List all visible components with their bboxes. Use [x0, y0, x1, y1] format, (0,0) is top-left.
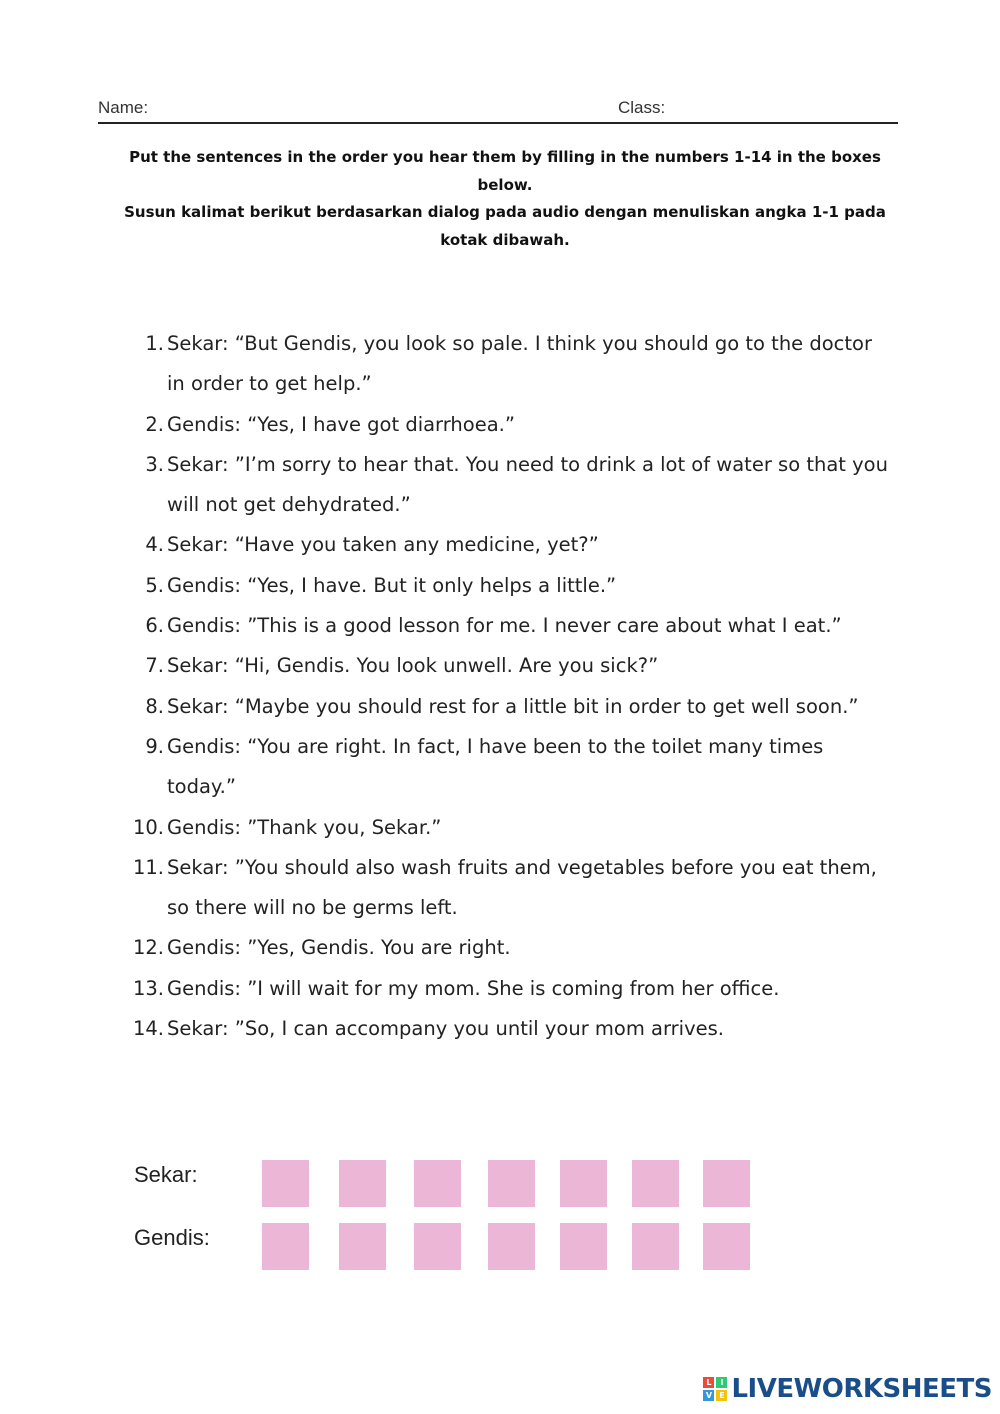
- sekar-answer-box[interactable]: [560, 1160, 607, 1207]
- dialog-item-text: Gendis: “Yes, I have. But it only helps a little.”: [167, 573, 617, 597]
- dialog-item-number: 1.: [145, 332, 164, 355]
- name-label: Name:: [98, 98, 149, 117]
- dialog-item-text: Sekar: ”I’m sorry to hear that. You need to drink a lot of water so that you will not get dehydrated.”: [167, 452, 888, 517]
- logo-wordmark: LIVEWORKSHEETS: [731, 1374, 992, 1404]
- dialog-item-number: 14.: [132, 1017, 164, 1041]
- instructions: [100, 144, 910, 254]
- gendis-label: Gendis:: [134, 1225, 210, 1250]
- dialog-item-number: 12.: [132, 936, 164, 960]
- logo-mark-letter: E: [716, 1390, 727, 1401]
- student-info-line: [98, 98, 898, 124]
- dialog-item: [130, 445, 890, 526]
- class-label: Class:: [618, 98, 666, 117]
- dialog-item: [130, 324, 890, 405]
- dialog-item-text: Gendis: ”I will wait for my mom. She is coming from her office.: [167, 976, 780, 1000]
- sekar-answer-box[interactable]: [262, 1160, 309, 1207]
- gendis-answer-box[interactable]: [339, 1223, 386, 1270]
- gendis-answer-box[interactable]: [488, 1223, 535, 1270]
- liveworksheets-logo: [703, 1372, 992, 1406]
- logo-mark-icon: [703, 1377, 727, 1401]
- sekar-answer-box[interactable]: [488, 1160, 535, 1207]
- dialog-item-text: Sekar: “Have you taken any medicine, yet?”: [167, 533, 599, 557]
- dialog-list: [130, 324, 890, 1049]
- dialog-item-number: 10.: [132, 815, 164, 839]
- dialog-item-number: 9.: [145, 734, 164, 758]
- dialog-item-number: 3.: [145, 452, 164, 476]
- dialog-item-number: 8.: [145, 694, 164, 718]
- dialog-item: [130, 1009, 890, 1049]
- logo-mark-letter: I: [716, 1377, 727, 1388]
- gendis-answer-box[interactable]: [703, 1223, 750, 1270]
- sekar-label: Sekar:: [134, 1162, 198, 1187]
- dialog-item-number: 13.: [132, 976, 164, 1000]
- dialog-item-text: Sekar: “Maybe you should rest for a little bit in order to get well soon.”: [167, 694, 859, 718]
- sekar-answer-row: [134, 1160, 774, 1208]
- dialog-item: [130, 687, 890, 727]
- dialog-item-number: 7.: [145, 654, 164, 678]
- dialog-item-number: 5.: [145, 573, 164, 597]
- dialog-item: [130, 727, 890, 808]
- gendis-answer-box[interactable]: [632, 1223, 679, 1270]
- dialog-item: [130, 808, 890, 848]
- dialog-item-text: Sekar: “But Gendis, you look so pale. I think you should go to the doctor in order to get help.”: [167, 332, 872, 396]
- logo-mark-letter: V: [703, 1390, 714, 1401]
- dialog-item-number: 4.: [145, 533, 164, 557]
- dialog-item: [130, 969, 890, 1009]
- gendis-answer-box[interactable]: [414, 1223, 461, 1270]
- dialog-item-text: Sekar: “Hi, Gendis. You look unwell. Are you sick?”: [167, 654, 659, 678]
- dialog-item: [130, 525, 890, 565]
- dialog-item: [130, 646, 890, 686]
- dialog-item: [130, 405, 890, 445]
- logo-mark-letter: L: [703, 1377, 714, 1388]
- dialog-item: [130, 606, 890, 646]
- dialog-item-text: Gendis: “Yes, I have got diarrhoea.”: [167, 412, 515, 436]
- sekar-answer-box[interactable]: [703, 1160, 750, 1207]
- dialog-item: [130, 848, 890, 929]
- dialog-item-text: Sekar: ”You should also wash fruits and vegetables before you eat them, so there will no be germs left.: [167, 855, 877, 920]
- gendis-answer-row: [134, 1223, 774, 1271]
- dialog-item-text: Gendis: ”Thank you, Sekar.”: [167, 815, 442, 839]
- dialog-item-number: 11.: [132, 855, 164, 879]
- dialog-item-text: Gendis: ”This is a good lesson for me. I never care about what I eat.”: [167, 614, 842, 638]
- dialog-item: [130, 928, 890, 968]
- dialog-item: [130, 566, 890, 606]
- gendis-answer-box[interactable]: [560, 1223, 607, 1270]
- gendis-answer-box[interactable]: [262, 1223, 309, 1270]
- dialog-item-text: Sekar: ”So, I can accompany you until your mom arrives.: [167, 1017, 724, 1041]
- instruction-english: Put the sentences in the order you hear them by filling in the numbers 1-14 in the boxes below.: [129, 148, 881, 194]
- sekar-answer-box[interactable]: [339, 1160, 386, 1207]
- dialog-item-text: Gendis: “You are right. In fact, I have been to the toilet many times today.”: [167, 734, 824, 799]
- sekar-answer-box[interactable]: [414, 1160, 461, 1207]
- dialog-item-number: 2.: [145, 412, 164, 436]
- sekar-answer-box[interactable]: [632, 1160, 679, 1207]
- dialog-item-number: 6.: [145, 614, 164, 638]
- instruction-indonesian: Susun kalimat berikut berdasarkan dialog pada audio dengan menuliskan angka 1-1 pada kotak dibawah.: [124, 203, 886, 249]
- dialog-item-text: Gendis: ”Yes, Gendis. You are right.: [167, 936, 511, 960]
